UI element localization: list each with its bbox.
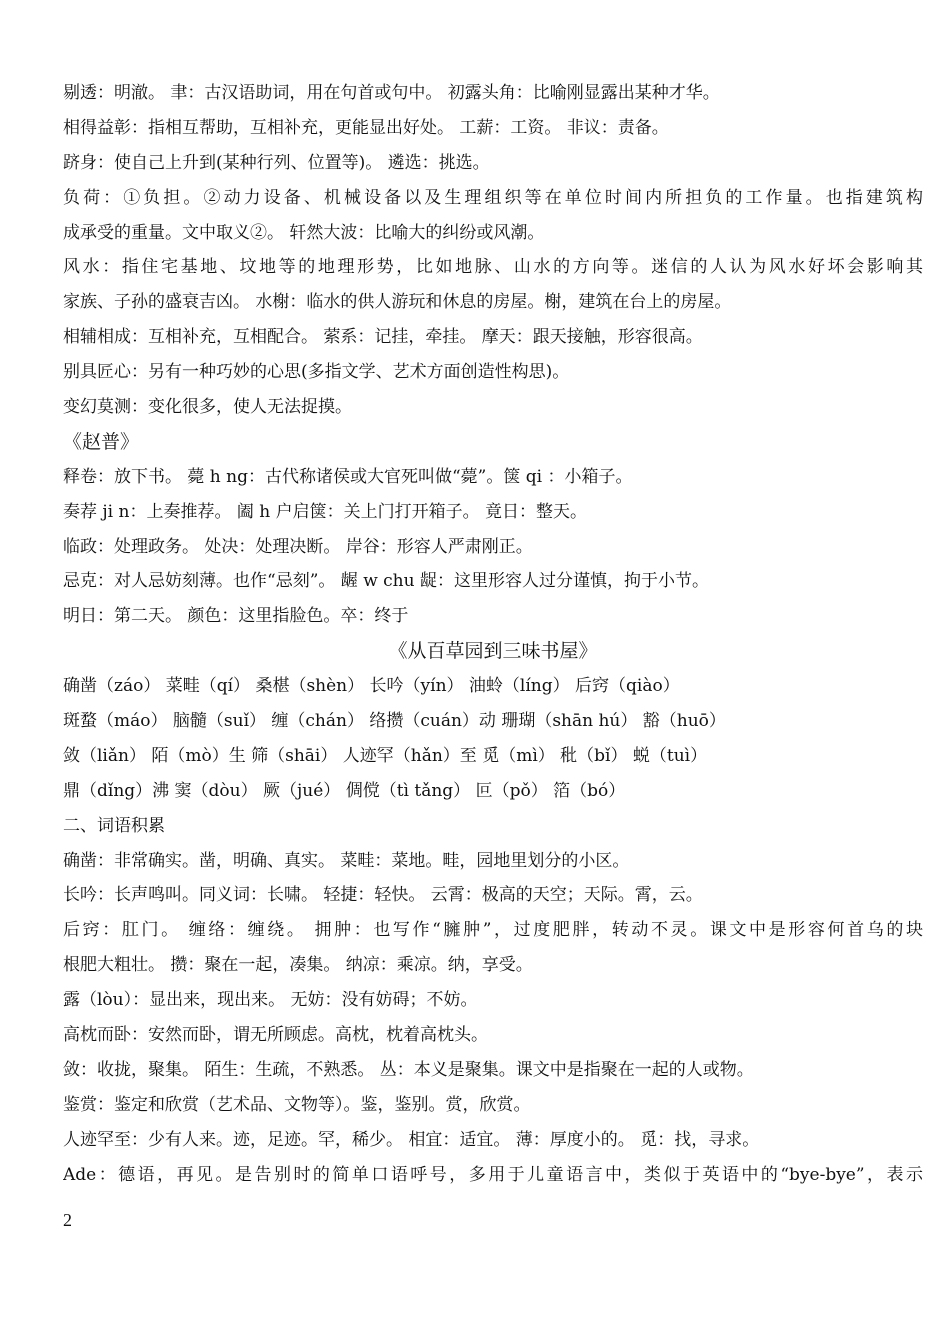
section-heading: 《从百草园到三味书屋》 [388, 640, 598, 663]
text-line: 敛（liǎn） 陌（mò）生 筛（shāi） 人迹罕（hǎn）至 觅（mì） 秕（bǐ） 蜕（tuì） [63, 745, 708, 766]
text-line: 临政：处理政务。 处决：处理决断。 岸谷：形容人严肃刚正。 [63, 536, 533, 557]
text-line: 斑蝥（máo） 脑髓（suǐ） 缠（chán） 络攒（cuán）动 珊瑚（shān hú） 豁（huō） [63, 711, 726, 732]
text-line: 释卷：放下书。 薨 h ng：古代称诸侯或大官死叫做“薨”。箧 qi ：小箱子。 [63, 466, 633, 487]
text-line: 露（lòu）：显出来，现出来。 无妨：没有妨碍；不妨。 [63, 990, 478, 1011]
text-line: 后窍：肛门。 缠络：缠绕。 拥肿：也写作“臃肿”，过度肥胖，转动不灵。课文中是形容何首乌的块 [63, 920, 923, 941]
text-line: Ade：德语，再见。是告别时的简单口语呼号，多用于儿童语言中，类似于英语中的“bye-bye”，表示 [63, 1164, 923, 1185]
text-line: 相辅相成：互相补充，互相配合。 萦系：记挂，牵挂。 摩天：跟天接触，形容很高。 [63, 327, 703, 348]
page-number: 2 [63, 1210, 72, 1230]
section-heading: 《赵普》 [63, 430, 140, 453]
text-line: 剔透：明澈。 聿：古汉语助词，用在句首或句中。 初露头角：比喻刚显露出某种才华。 [63, 83, 720, 103]
text-line: 确凿（záo） 菜畦（qí） 桑椹（shèn） 长吟（yín） 油蛉（líng） 后窍（qiào） [63, 676, 680, 697]
text-line: 忌克：对人忌妨刻薄。也作“忌刻”。 龌 w chu 龊：这里形容人过分谨慎，拘于小节。 [63, 571, 709, 592]
text-line: 家族、子孙的盛衰吉凶。 水榭：临水的供人游玩和休息的房屋。榭，建筑在台上的房屋。 [63, 292, 732, 313]
text-line: 成承受的重量。文中取义②。 轩然大波：比喻大的纠纷或风潮。 [63, 222, 545, 243]
text-line: 明日：第二天。 颜色：这里指脸色。卒：终于 [63, 606, 409, 627]
text-line: 跻身：使自己上升到(某种行列、位置等)。 遴选：挑选。 [63, 152, 490, 173]
text-line: 根肥大粗壮。 攒：聚在一起，凑集。 纳凉：乘凉。纳，享受。 [63, 955, 533, 976]
text-line: 人迹罕至：少有人来。迹，足迹。罕，稀少。 相宜：适宜。 薄：厚度小的。 觅：找，寻求。 [63, 1129, 760, 1150]
text-line: 敛：收拢，聚集。 陌生：生疏，不熟悉。 丛：本义是聚集。课文中是指聚在一起的人或物。 [63, 1059, 754, 1080]
section-subheading: 二、词语积累 [63, 815, 165, 836]
text-line: 相得益彰：指相互帮助，互相补充，更能显出好处。 工薪：工资。 非议：责备。 [63, 117, 669, 138]
text-line: 鉴赏：鉴定和欣赏（艺术品、文物等）。鉴，鉴别。赏，欣赏。 [63, 1094, 531, 1115]
text-line: 别具匠心：另有一种巧妙的心思(多指文学、艺术方面创造性构思)。 [63, 362, 570, 383]
text-line: 高枕而卧：安然而卧，谓无所顾虑。高枕，枕着高枕头。 [63, 1025, 488, 1046]
text-line: 风水：指住宅基地、坟地等的地理形势，比如地脉、山水的方向等。迷信的人认为风水好坏会影响其 [63, 257, 923, 278]
text-line: 奏荐 ji n：上奏推荐。 阖 h 户启箧：关上门打开箱子。 竟日：整天。 [63, 501, 588, 522]
text-line: 负荷：①负担。②动力设备、机械设备以及生理组织等在单位时间内所担负的工作量。也指建筑构 [63, 187, 923, 208]
text-line: 确凿：非常确实。凿，明确、真实。 菜畦：菜地。畦，园地里划分的小区。 [63, 850, 630, 871]
document-page [63, 76, 923, 1193]
text-line: 变幻莫测：变化很多，使人无法捉摸。 [63, 397, 352, 418]
text-line: 鼎（dǐng）沸 窦（dòu） 厥（jué） 倜傥（tì tǎng） 叵（pǒ） 箔（bó） [63, 780, 626, 801]
text-line: 长吟：长声鸣叫。同义词：长啸。 轻捷：轻快。 云霄：极高的天空；天际。霄，云。 [63, 885, 703, 906]
